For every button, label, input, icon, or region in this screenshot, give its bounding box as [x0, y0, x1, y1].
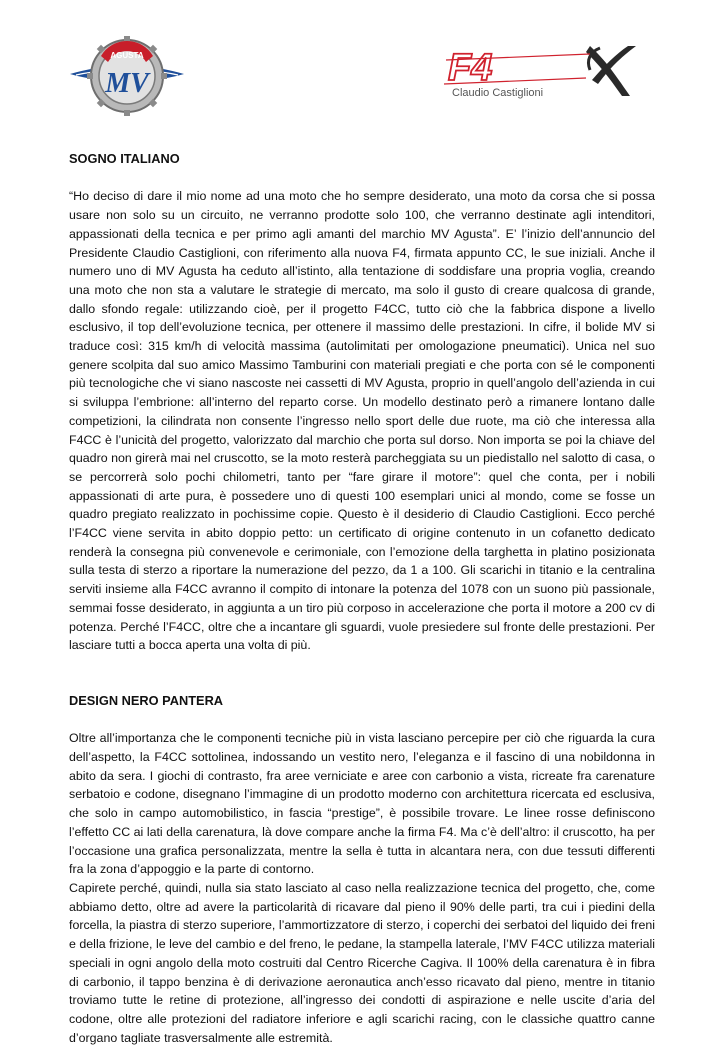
- section-title: DESIGN NERO PANTERA: [69, 692, 224, 708]
- logo-caption: Claudio Castiglioni: [452, 87, 544, 99]
- paragraph: “Ho deciso di dare il mio nome ad una moto che ho sempre desiderato, una moto da corsa che si possa usare non solo su un circuito, ne verranno prodotte solo 100, che verranno destinate agli intenditori, appassionati della tecnica e per primo agli amanti del marchio MV Agusta”. E’ l’inizio dell’annuncio del Presidente Claudio Castiglioni, con riferimento alla nuova F4, firmata appunto CC, le sue iniziali. Anche il numero uno di MV Agusta ha ceduto all’istinto, alla tentazione di soddisfare una propria voglia, creando una moto che non sta a valutare le strategie di mercato, ma solo il gusto di creare qualcosa di grande, dallo sfondo regale: utilizzando cioè, per il progetto F4CC, tutto ciò che la fabbrica dispone a livello esclusivo, il top dell’evoluzione tecnica, per ottenere il massimo delle prestazioni. In cifre, il bolide MV si traduce così: 315 km/h di velocità massima (autolimitati per omologazione pneumatici). Unica nel suo genere scolpita dal suo amico Massimo Tamburini con materiali pregiati e che porta con sé le componenti più tecnologiche che vi siano nascoste nei cassetti di MV Agusta, proprio in quell’angolo dell’azienda in cui si sviluppa l’embrione: all’interno del reparto corse. Un modello destinato però a rimanere lontano dalle competizioni, la cilindrata non consente l’ingresso nello sport delle due ruote, ma ciò che interessa alla F4CC è l’unicità del progetto, valorizzato dal marchio che porta sul dorso. Non importa se poi la chiave del quadro non girerà mai nel cruscotto, se la moto resterà parcheggiata su un piedistallo nel salotto di casa, o se percorrerà solo pochi chilometri, tanto per “fare girare il motore”: quel che conta, per i nobili appassionati di arte pura, è possedere uno di questi 100 esemplari unici al mondo, come se fosse un quadro pregiato realizzato in pochissime copie. Questo è il desiderio di Claudio Castiglioni. Ecco perché l’F4CC viene servita in abito doppio petto: un certificato di origine contenuto in un cofanetto dedicato renderà la consegna più convenevole e cerimoniale, con l’emozione della targhetta in platino posizionata sulla testa di sterzo a riportare la numerazione del pezzo, da 1 a 100. Gli scarichi in titanio e la centralina serviti insieme alla F4CC avranno il compito di intonare la potenza del 1078 con un suono più passionale, semmai fosse desiderato, in aggiunta a un tiro più corposo in accelerazione che porta il motore a 200 cv di potenza. Perché l’F4CC, oltre che a incantare gli sguardi, vuole presiedere sul fronte delle prestazioni. Per lasciare tutti a bocca aperta una volta di più.: [69, 189, 655, 653]
- svg-text:MV: MV: [105, 68, 149, 99]
- logo-text: AGUSTA: [110, 51, 144, 60]
- paragraph: Capirete perché, quindi, nulla sia stato lasciato al caso nella realizzazione tecnica del progetto, che, come abbiamo detto, oltre ad avere la particolarità di ricavare dal pieno il 90% delle parti, tra cui i piedini della forcella, la piastra di sterzo superiore, l’ammortizzatore di sterzo, i coperchi dei serbatoi del liquido dei freni e della frizione, le leve del cambio e del freno, le pedane, la stampella laterale, l’MV F4CC utilizza materiali speciali in ogni angolo della moto costruiti dal Centro Ricerche Cagiva. Il 100% della carenatura è in fibra di carbonio, il tappo benzina è di derivazione aeronautica anch’esso ricavato dal pieno, mentre in titanio troviamo tutte le retine di protezione, all’ingresso dei condotti di aspirazione e nelle uscite d’aria del codone, oltre alle protezioni del radiatore inferiore e agli scarichi racing, con le classiche quattro canne d’organo tagliate trasversalmente alle estremità.: [69, 880, 655, 1045]
- mv-agusta-logo: [68, 26, 186, 122]
- f4-cc-logo: [440, 40, 640, 102]
- section-title: SOGNO ITALIANO: [69, 151, 180, 166]
- logo-f4-text: F4: [448, 47, 493, 89]
- paragraph: Oltre all’importanza che le componenti tecniche più in vista lasciano percepire per ciò che riguarda la cura dell’aspetto, la F4CC sottolinea, indossando un vestito nero, l’eleganza e il fascino di una nobildonna in abito da sera. I giochi di contrasto, fra aree verniciate e aree con carbonio a vista, ricreate fra carenature serbatoio e codone, disegnano l’immagine di un prodotto moderno con architettura ricercata ed esclusiva, che solo in campo automobilistico, in fascia “prestige”, è possibile trovare. Le linee rosse definiscono l’effetto CC ai lati della carenatura, là dove compare anche la firma F4. Ma c’è dell’altro: il cruscotto, ha per l’occasione una grafica personalizzata, mentre la sella è tutta in alcantara nera, con due tessuti differenti fra la zona d’appoggio e la parte di contorno.: [69, 731, 655, 877]
- document-body: [69, 150, 655, 1047]
